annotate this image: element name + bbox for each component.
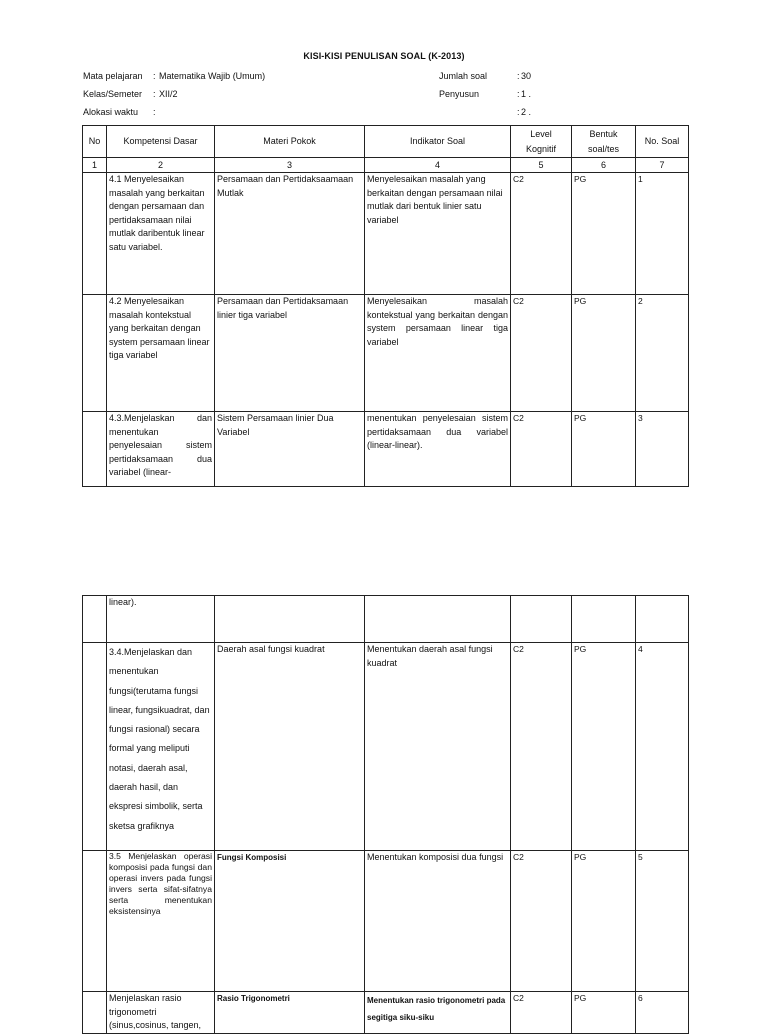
table-row: [83, 851, 689, 992]
meta-label: Alokasi waktu: [83, 107, 139, 117]
meta-time: [83, 103, 265, 121]
meta-right: [439, 67, 531, 121]
column-number-row: [83, 158, 689, 173]
document-title: KISI-KISI PENULISAN SOAL (K-2013): [303, 51, 465, 61]
cell-bentuk: PG: [572, 643, 636, 851]
cell-kd: 3.4.Menjelaskan dan menentukan fungsi(terutama fungsi linear, fungsikuadrat, dan fungsi rasional) secara formal yang meliputi notasi, daerah asal, daerah hasil, dan ekspresi simbolik, serta sketsa grafiknya: [107, 643, 215, 851]
cell-indikator: Menyelesaikan masalah yang berkaitan dengan persamaan nilai mutlak dari bentuk linier satu variabel: [365, 173, 511, 295]
meta-value: 2 .: [521, 107, 532, 117]
col-number: 5: [511, 158, 572, 173]
cell-level: C2: [511, 851, 572, 992]
grid-table-page1: [82, 125, 689, 487]
table-row: [83, 173, 689, 295]
cell-indikator: Menentukan komposisi dua fungsi: [365, 851, 511, 992]
header-level-line1: Level: [530, 128, 552, 139]
cell-materi: Rasio Trigonometri: [215, 992, 365, 1034]
cell-no: [83, 992, 107, 1034]
cell-materi: Persamaan dan Pertidaksaamaan Mutlak: [215, 173, 365, 295]
cell-nosoal: 1: [636, 173, 689, 295]
table-row: [83, 643, 689, 851]
table-row: [83, 596, 689, 643]
col-number: 6: [572, 158, 636, 173]
cell-indikator: Menentukan rasio trigonometri pada segitiga siku-siku: [365, 992, 511, 1034]
meta-sep: :: [153, 107, 156, 117]
header-no: No: [83, 126, 107, 158]
cell-nosoal: 5: [636, 851, 689, 992]
cell-nosoal: 3: [636, 412, 689, 487]
cell-bentuk: PG: [572, 295, 636, 412]
col-number: 4: [365, 158, 511, 173]
cell-level: C2: [511, 992, 572, 1034]
cell-level: C2: [511, 412, 572, 487]
cell-materi: Sistem Persamaan linier Dua Variabel: [215, 412, 365, 487]
header-bentuk: [572, 126, 636, 158]
cell-no: [83, 851, 107, 992]
cell-level: C2: [511, 173, 572, 295]
col-number: 1: [83, 158, 107, 173]
cell-kd: 4.2 Menyelesaikan masalah kontekstual yang berkaitan dengan system persamaan linear tiga variabel: [107, 295, 215, 412]
cell-kd: 4.1 Menyelesaikan masalah yang berkaitan dengan persamaan dan pertidaksamaan nilai mutlak daribentuk linear satu variabel.: [107, 173, 215, 295]
cell-nosoal: [636, 596, 689, 643]
cell-bentuk: PG: [572, 173, 636, 295]
cell-bentuk: PG: [572, 412, 636, 487]
grid-table-page2: [82, 595, 689, 1034]
meta-sep: :: [153, 89, 156, 99]
cell-nosoal: 6: [636, 992, 689, 1034]
cell-bentuk: PG: [572, 851, 636, 992]
col-number: 7: [636, 158, 689, 173]
cell-bentuk: PG: [572, 992, 636, 1034]
header-level: [511, 126, 572, 158]
cell-kd: linear).: [107, 596, 215, 643]
header-indikator: Indikator Soal: [365, 126, 511, 158]
meta-label: [439, 103, 517, 121]
cell-no: [83, 643, 107, 851]
header-nosoal: No. Soal: [636, 126, 689, 158]
cell-level: [511, 596, 572, 643]
cell-indikator: menentukan penyelesaian sistem pertidaksamaan dua variabel (linear-linear).: [365, 412, 511, 487]
meta-label: Kelas/Semeter: [83, 89, 143, 99]
meta-author-2: [439, 103, 531, 121]
meta-label: Penyusun: [439, 89, 480, 99]
meta-label: Jumlah soal: [439, 71, 488, 81]
cell-indikator: Menentukan daerah asal fungsi kuadrat: [365, 643, 511, 851]
cell-nosoal: 2: [636, 295, 689, 412]
cell-no: [83, 295, 107, 412]
meta-class: [83, 85, 265, 103]
col-number: 3: [215, 158, 365, 173]
header-bentuk-line1: Bentuk: [589, 128, 618, 139]
header-kompetensi: Kompetensi Dasar: [107, 126, 215, 158]
cell-materi: [215, 596, 365, 643]
meta-value: 30: [521, 71, 532, 81]
cell-kd: Menjelaskan rasio trigonometri (sinus,cosinus, tangen,: [107, 992, 215, 1034]
cell-level: C2: [511, 295, 572, 412]
header-materi: Materi Pokok: [215, 126, 365, 158]
meta-label: Mata pelajaran: [83, 71, 143, 81]
cell-materi: Daerah asal fungsi kuadrat: [215, 643, 365, 851]
meta-value: Matematika Wajib (Umum): [159, 71, 266, 81]
meta-subject: [83, 67, 265, 85]
meta-value: 1 .: [521, 89, 532, 99]
cell-materi: Persamaan dan Pertidaksamaan linier tiga variabel: [215, 295, 365, 412]
meta-sep: :: [517, 107, 520, 117]
header-level-line2: Kognitif: [525, 143, 557, 154]
table-row: [83, 412, 689, 487]
col-number: 2: [107, 158, 215, 173]
meta-left: [83, 67, 265, 121]
cell-kd: 4.3.Menjelaskan dan menentukan penyelesaian sistem pertidaksamaan dua variabel (linear-: [107, 412, 215, 487]
table-header-row: [83, 126, 689, 158]
cell-indikator: Menyelesaikan masalah kontekstual yang berkaitan dengan system persamaan linear tiga variabel: [365, 295, 511, 412]
cell-nosoal: 4: [636, 643, 689, 851]
cell-no: [83, 173, 107, 295]
table-row: [83, 295, 689, 412]
cell-kd: 3.5 Menjelaskan operasi komposisi pada fungsi dan operasi invers pada fungsi invers serta sifat-sifatnya serta menentukan eksistensinya: [107, 851, 215, 992]
header-bentuk-line2: soal/tes: [587, 143, 620, 154]
cell-no: [83, 412, 107, 487]
cell-materi: Fungsi Komposisi: [215, 851, 365, 992]
meta-sep: :: [153, 71, 156, 81]
meta-value: XII/2: [159, 89, 178, 99]
cell-no: [83, 596, 107, 643]
meta-sep: :: [517, 71, 520, 81]
meta-sep: :: [517, 89, 520, 99]
meta-author-1: [439, 85, 531, 103]
cell-level: C2: [511, 643, 572, 851]
table-row: [83, 992, 689, 1034]
meta-count: [439, 67, 531, 85]
cell-indikator: [365, 596, 511, 643]
cell-bentuk: [572, 596, 636, 643]
